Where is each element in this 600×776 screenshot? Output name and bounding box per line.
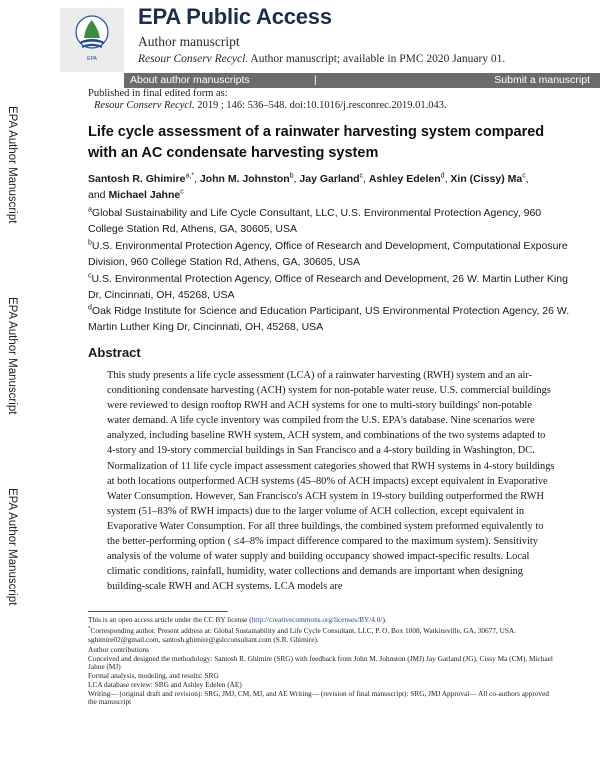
header-title: EPA Public Access [138,4,332,29]
article-title: Life cycle assessment of a rainwater harvesting system compared with an AC condensate harvesting system [88,124,545,161]
side-label-text: EPA Author Manuscript [6,106,18,224]
epa-header [0,0,600,88]
header-journal-name: Resour Conserv Recycl. [138,53,249,65]
author-name: Santosh R. Ghimire [88,173,186,185]
license-text-post: ). [382,615,387,624]
author-name: Jay Garland [299,173,360,185]
about-author-manuscripts-link[interactable]: About author manuscripts [130,74,250,86]
license-link[interactable]: http://creativecommons.org/licenses/BY/4.0/ [251,615,383,624]
affiliation-mark: a [88,206,92,214]
author-separator: , [293,173,300,185]
author-name: Xin (Cissy) Ma [450,173,523,185]
affiliation-mark: d [88,304,92,312]
publication-info [88,88,447,112]
citation-line [88,100,447,112]
affiliation-text: U.S. Environmental Protection Agency, Office of Research and Development, 26 W. Martin Luther King Dr, Cincinnati, OH, 45268, USA [88,273,568,301]
affiliation-text: Global Sustainability and Life Cycle Consultant, LLC, U.S. Environmental Protection Agency, 960 College Station Rd, Athens, GA, 30605, USA [88,207,542,235]
license-text-pre: This is an open access article under the CC BY license ( [88,615,252,624]
header-availability: Author manuscript; available in PMC 2020 January 01. [248,53,506,65]
side-label-1 [4,106,20,246]
affiliation-mark: c [88,272,92,280]
author-affiliation-mark: c [522,172,526,180]
author-separator: , [363,173,369,185]
author-name: Ashley Edelen [368,173,441,185]
corresponding-text: Corresponding author. Present address at: Global Sustainability and Life Cycle Consultant, LLC, P. O. Box 1008, Watkinsville, GA, 30677, USA. sghimire02@gmail.com, santosh.ghimire@gslcconsultant.com (S.R. Ghimire). [88,626,516,644]
corresponding-mark: * [88,626,91,632]
author-affiliation-mark: d [440,172,445,180]
side-label-text: EPA Author Manuscript [6,488,18,606]
author-separator: , [194,173,200,185]
citation-details: 2019 ; 146: 536–548. doi:10.1016/j.resconrec.2019.01.043. [194,100,447,111]
footnote-line: LCA database review: SRG and Ashley Edelen (AE) [88,679,242,689]
affiliation-b [88,238,578,270]
affiliation-text: Oak Ridge Institute for Science and Education Participant, US Environmental Protection Agency, 26 W. Martin Luther King Dr, Cincinnati, OH, 45268, USA [88,305,570,333]
footnote-divider [88,611,228,612]
header-journal-line [138,53,505,65]
footnote-line: Conceived and designed the methodology: Santosh R. Ghimire (SRG) with feedback from John M. Johnston (JMJ) Jay Garland (JG), Cissy Ma (CM), Michael Jahne (MJ) [88,653,553,672]
affiliation-a [88,205,578,237]
abstract-paragraph: This study presents a life cycle assessment (LCA) of a rainwater harvesting (RWH) system and an air-conditioning condensate harvesting (ACH) system for non-potable water reuse. U.S. commercial buildings were reviewed to design rooftop RWH and ACH systems for one to multi-story buildings' non-potable water demand. A life cycle inventory was compiled from the U.S. EPA's database. Nine scenarios were analyzed, including baseline RWH system, ACH system, and combinations of the two systems adapted to 4-story and 19-story commercial buildings in San Francisco and a 4-story building in Washington, DC. Normalization of 11 life cycle impact assessment categories showed that RWH systems in 4-story buildings at both locations outperformed ACH systems (45–80% of ACH impacts) except equivalent in Evaporative Water Consumption. However, San Francisco's ACH system in 19-story building outperformed the RWH system (51–83% of RWH impacts) due to the larger volume of ACH collection, except equivalent in Evaporative Water Consumption. For all three buildings, the combined system preformed equivalently to the better-performing option ( ≤4–8% impact difference compared to the maximum system). Sensitivity analysis of the volume of water supply and building occupancy showed impact-specific results. Local climatic conditions, rainfall, humidity, water collections and demands are important when designing building-scale RWH and ACH systems. LCA models are [107,370,555,593]
contributions-footnote [88,646,558,707]
side-label-2 [4,297,20,437]
side-label-text: EPA Author Manuscript [6,297,18,415]
author-separator: , [525,173,529,185]
published-label: Published in final edited form as: [88,88,228,99]
footnote-line: Formal analysis, modeling, and results: SRG [88,671,219,681]
affiliation-mark: b [88,239,92,247]
author-and: and [88,189,109,201]
abstract-heading: Abstract [88,345,141,360]
author-name: Michael Jahne [108,189,181,201]
citation-journal: Resour Conserv Recycl. [94,100,195,111]
author-list [88,171,568,203]
author-affiliation-mark: a,* [185,172,194,180]
author-affiliation-mark: c [359,172,364,180]
footnote-line: Writing— (original draft and revision): SRG, JMJ, CM, MJ, and AE Writing— (revision of final manuscript): SRG, JMJ Approval— All co-authors approved the manuscript [88,688,549,707]
epa-logo-icon [60,8,124,72]
affiliation-d [88,303,578,335]
author-affiliation-mark: b [289,172,294,180]
header-subtitle: Author manuscript [138,34,240,49]
author-separator: , [444,173,451,185]
license-footnote [88,616,558,625]
svg-text:EPA: EPA [87,56,97,62]
corresponding-footnote [88,627,558,644]
affiliation-text: U.S. Environmental Protection Agency, Office of Research and Development, Computational Exposure Division, 960 College Station Rd, Athens, GA, 30605, USA [88,240,568,268]
author-affiliation-mark: c [180,188,184,196]
author-name: John M. Johnston [199,173,290,185]
footnote-line: Author contributions [88,645,150,654]
header-nav-bar [124,73,600,88]
submit-manuscript-link[interactable]: Submit a manuscript [494,74,590,86]
abstract-body [107,368,555,594]
nav-separator: | [314,74,317,86]
affiliation-c [88,271,578,303]
side-label-3 [4,488,20,628]
epa-logo [60,8,124,72]
